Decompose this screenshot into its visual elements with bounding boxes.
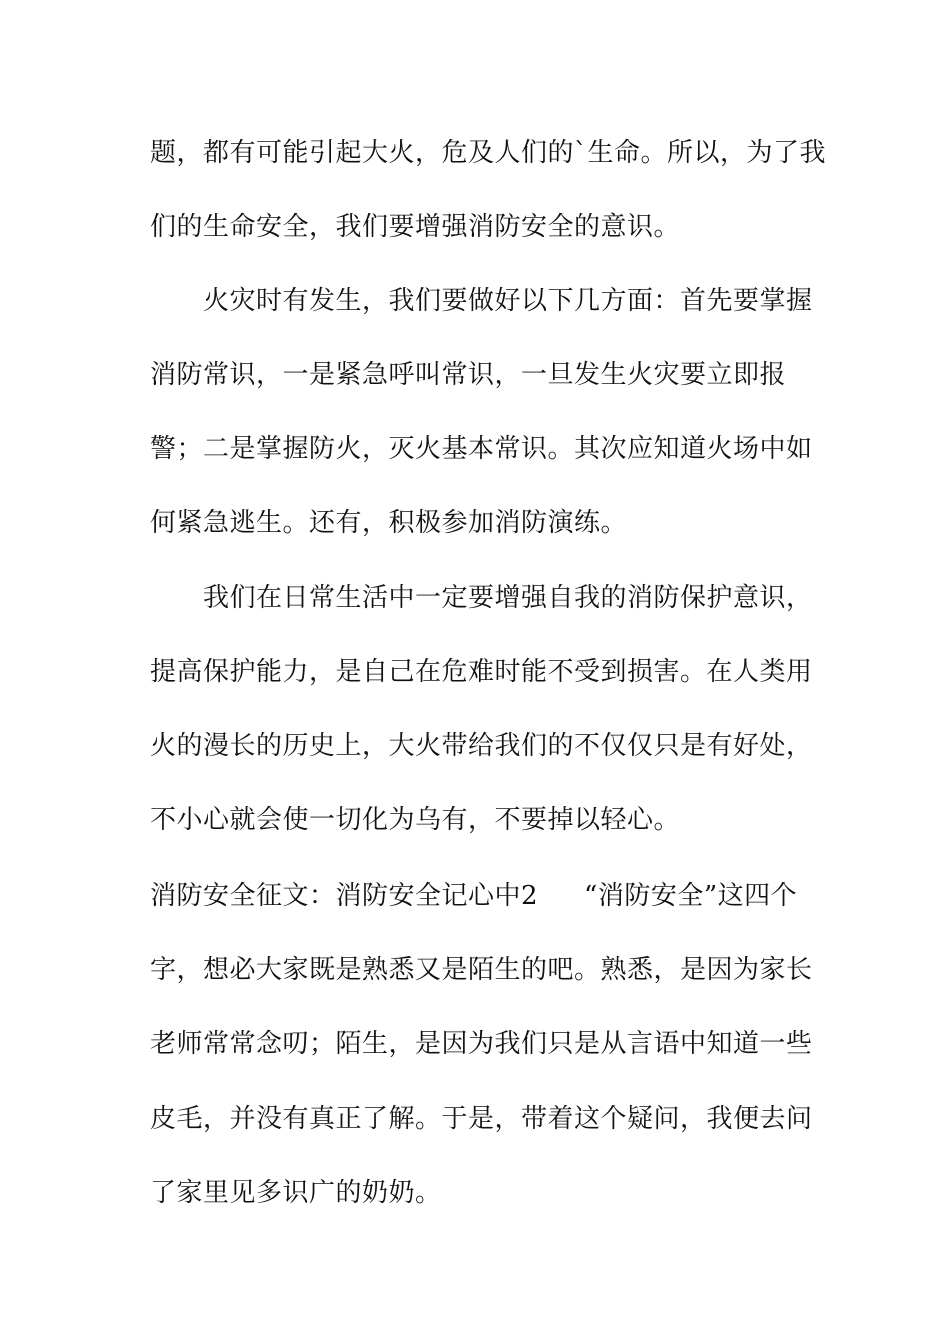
text-line: 火的漫长的历史上，大火带给我们的不仅仅只是有好处， xyxy=(150,731,813,761)
text-line: 警；二是掌握防火，灭火基本常识。其次应知道火场中如 xyxy=(150,434,813,464)
text-line: 何紧急逃生。还有，积极参加消防演练。 xyxy=(150,508,628,538)
text-line: 了家里见多识广的奶奶。 xyxy=(150,1178,442,1208)
text-line-start: “消防安全”这四个 xyxy=(584,881,798,911)
paragraph-start-line: 火灾时有发生，我们要做好以下几方面：首先要掌握 xyxy=(203,286,813,316)
text-line: 不小心就会使一切化为乌有，不要掉以轻心。 xyxy=(150,805,681,835)
text-line: 提高保护能力，是自己在危难时能不受到损害。在人类用 xyxy=(150,657,813,687)
section-heading: 消防安全征文：消防安全记心中2 xyxy=(150,881,539,911)
text-line: 消防常识，一是紧急呼叫常识，一旦发生火灾要立即报 xyxy=(150,360,787,390)
text-line: 们的生命安全，我们要增强消防安全的意识。 xyxy=(150,212,681,242)
text-line: 皮毛，并没有真正了解。于是，带着这个疑问，我便去问 xyxy=(150,1104,813,1134)
paragraph-start-line: 我们在日常生活中一定要增强自我的消防保护意识， xyxy=(203,583,813,613)
text-line: 题，都有可能引起大火，危及人们的`生命。所以，为了我 xyxy=(150,138,827,168)
text-line: 字，想必大家既是熟悉又是陌生的吧。熟悉，是因为家长 xyxy=(150,955,813,985)
text-line: 老师常常念叨；陌生，是因为我们只是从言语中知道一些 xyxy=(150,1029,813,1059)
section-heading-line xyxy=(150,876,797,916)
